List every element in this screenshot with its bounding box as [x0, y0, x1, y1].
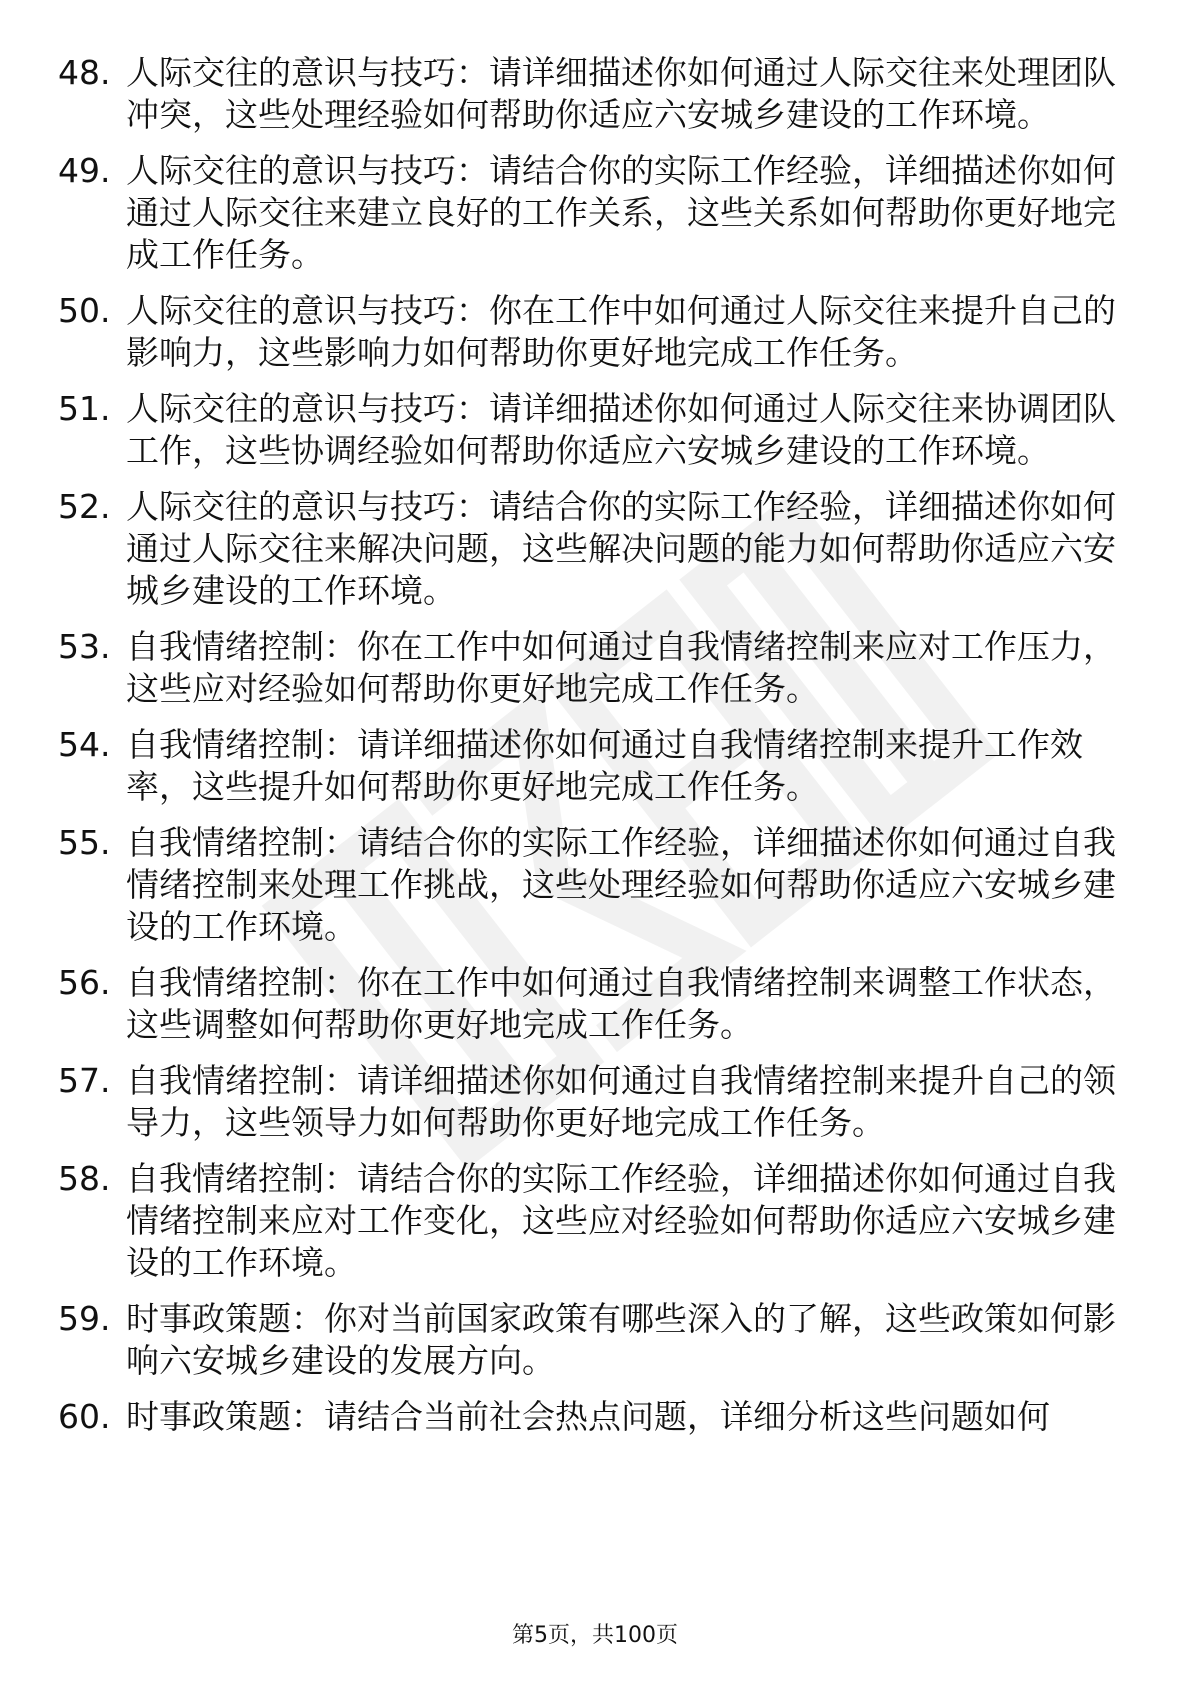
- question-text: 时事政策题：请结合当前社会热点问题，详细分析这些问题如何: [126, 1397, 1050, 1436]
- question-text: 人际交往的意识与技巧：请详细描述你如何通过人际交往来协调团队工作，这些协调经验如何帮助你适应六安城乡建设的工作环境。: [126, 389, 1116, 470]
- question-text: 人际交往的意识与技巧：请结合你的实际工作经验，详细描述你如何通过人际交往来解决问题，这些解决问题的能力如何帮助你适应六安城乡建设的工作环境。: [126, 487, 1116, 610]
- question-text: 自我情绪控制：请结合你的实际工作经验，详细描述你如何通过自我情绪控制来处理工作挑战，这些处理经验如何帮助你适应六安城乡建设的工作环境。: [126, 823, 1116, 946]
- question-number: 57.: [58, 1061, 111, 1100]
- question-number: 52.: [58, 487, 111, 526]
- list-item: [58, 1060, 1128, 1144]
- list-item: [58, 150, 1128, 276]
- question-list: [58, 52, 1128, 1452]
- question-text: 人际交往的意识与技巧：请结合你的实际工作经验，详细描述你如何通过人际交往来建立良好的工作关系，这些关系如何帮助你更好地完成工作任务。: [126, 151, 1116, 274]
- question-text: 自我情绪控制：你在工作中如何通过自我情绪控制来应对工作压力，这些应对经验如何帮助你更好地完成工作任务。: [126, 627, 1116, 708]
- question-text: 人际交往的意识与技巧：你在工作中如何通过人际交往来提升自己的影响力，这些影响力如何帮助你更好地完成工作任务。: [126, 291, 1116, 372]
- question-number: 55.: [58, 823, 111, 862]
- question-number: 54.: [58, 725, 111, 764]
- question-number: 53.: [58, 627, 111, 666]
- question-text: 自我情绪控制：请结合你的实际工作经验，详细描述你如何通过自我情绪控制来应对工作变化，这些应对经验如何帮助你适应六安城乡建设的工作环境。: [126, 1159, 1116, 1282]
- list-item: [58, 52, 1128, 136]
- question-text: 自我情绪控制：请详细描述你如何通过自我情绪控制来提升自己的领导力，这些领导力如何帮助你更好地完成工作任务。: [126, 1061, 1116, 1142]
- page-number-label: 第5页，共100页: [512, 1623, 678, 1648]
- question-number: 58.: [58, 1159, 111, 1198]
- question-number: 50.: [58, 291, 111, 330]
- question-text: 时事政策题：你对当前国家政策有哪些深入的了解，这些政策如何影响六安城乡建设的发展方向。: [126, 1299, 1116, 1380]
- list-item: [58, 1396, 1128, 1438]
- question-number: 60.: [58, 1397, 111, 1436]
- question-number: 56.: [58, 963, 111, 1002]
- list-item: [58, 1158, 1128, 1284]
- list-item: [58, 388, 1128, 472]
- list-item: [58, 962, 1128, 1046]
- list-item: [58, 724, 1128, 808]
- list-item: [58, 290, 1128, 374]
- list-item: [58, 822, 1128, 948]
- question-number: 59.: [58, 1299, 111, 1338]
- list-item: [58, 626, 1128, 710]
- question-text: 人际交往的意识与技巧：请详细描述你如何通过人际交往来处理团队冲突，这些处理经验如何帮助你适应六安城乡建设的工作环境。: [126, 53, 1116, 134]
- page-footer: [0, 1622, 1190, 1650]
- question-number: 49.: [58, 151, 111, 190]
- list-item: [58, 486, 1128, 612]
- question-text: 自我情绪控制：你在工作中如何通过自我情绪控制来调整工作状态，这些调整如何帮助你更好地完成工作任务。: [126, 963, 1116, 1044]
- question-number: 51.: [58, 389, 111, 428]
- question-number: 48.: [58, 53, 111, 92]
- list-item: [58, 1298, 1128, 1382]
- question-text: 自我情绪控制：请详细描述你如何通过自我情绪控制来提升工作效率，这些提升如何帮助你更好地完成工作任务。: [126, 725, 1083, 806]
